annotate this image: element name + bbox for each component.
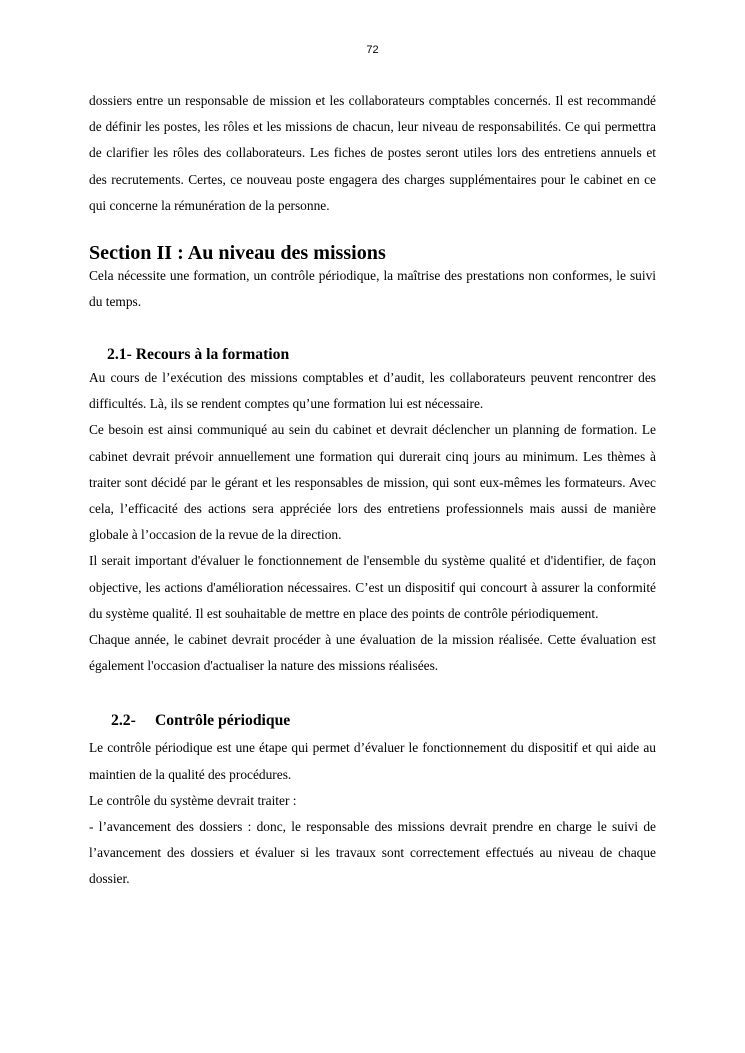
paragraph-2-2-c: - l’avancement des dossiers : donc, le responsable des missions devrait prendre en charge le suivi de l’avancement des dossiers et évaluer si les travaux sont correctement effectués au niveau de chaque dossier. (89, 819, 656, 887)
paragraph-2-1-a: Au cours de l’exécution des missions comptables et d’audit, les collaborateurs peuvent rencontrer des difficultés. Là, ils se rendent comptes qu’une formation lui est nécessaire. (89, 370, 656, 412)
subsection-title: Contrôle périodique (155, 712, 291, 730)
intro-paragraph: dossiers entre un responsable de mission et les collaborateurs comptables concernés. Il est recommandé de définir les postes, les rôles et les missions de chacun, leur niveau de responsabilités. Ce qui permettra de clarifier les rôles des collaborateurs. Les fiches de postes seront utiles lors des entretiens annuels et des recrutements. Certes, ce nouveau poste engagera des charges supplémentaires pour le cabinet en ce qui concerne la rémunération de la personne. (89, 93, 656, 213)
section-heading: Section II : Au niveau des missions (89, 242, 386, 265)
paragraph-2-2-b: Le contrôle du système devrait traiter : (89, 792, 297, 808)
section-intro-paragraph: Cela nécessite une formation, un contrôle périodique, la maîtrise des prestations non conformes, le suivi du temps. (89, 268, 656, 310)
page-number: 72 (366, 44, 379, 56)
subsection-heading-2-2 (89, 711, 656, 731)
subsection-number: 2.2- (111, 712, 136, 730)
subsection-heading-2-1: 2.1- Recours à la formation (107, 346, 290, 364)
page-content (89, 88, 656, 893)
paragraph-2-1-d: Chaque année, le cabinet devrait procéder à une évaluation de la mission réalisée. Cette évaluation est également l'occasion d'actualiser la nature des missions réalisées. (89, 632, 656, 674)
paragraph-2-1-c: Il serait important d'évaluer le fonctionnement de l'ensemble du système qualité et d'identifier, de façon objective, les actions d'amélioration nécessaires. C’est un dispositif qui concourt à assurer la conformité du système qualité. Il est souhaitable de mettre en place des points de contrôle périodiquement. (89, 553, 656, 621)
paragraph-2-2-a: Le contrôle périodique est une étape qui permet d’évaluer le fonctionnement du dispositif et qui aide au maintien de la qualité des procédures. (89, 740, 656, 782)
paragraph-2-1-b: Ce besoin est ainsi communiqué au sein du cabinet et devrait déclencher un planning de formation. Le cabinet devrait prévoir annuellement une formation qui durerait cinq jours au minimum. Les thèmes à traiter sont décidé par le gérant et les responsables de mission, qui sont eux-mêmes les formateurs. Avec cela, l’efficacité des actions sera appréciée lors des entretiens professionnels mais aussi de manière globale à l’occasion de la revue de la direction. (89, 422, 656, 543)
